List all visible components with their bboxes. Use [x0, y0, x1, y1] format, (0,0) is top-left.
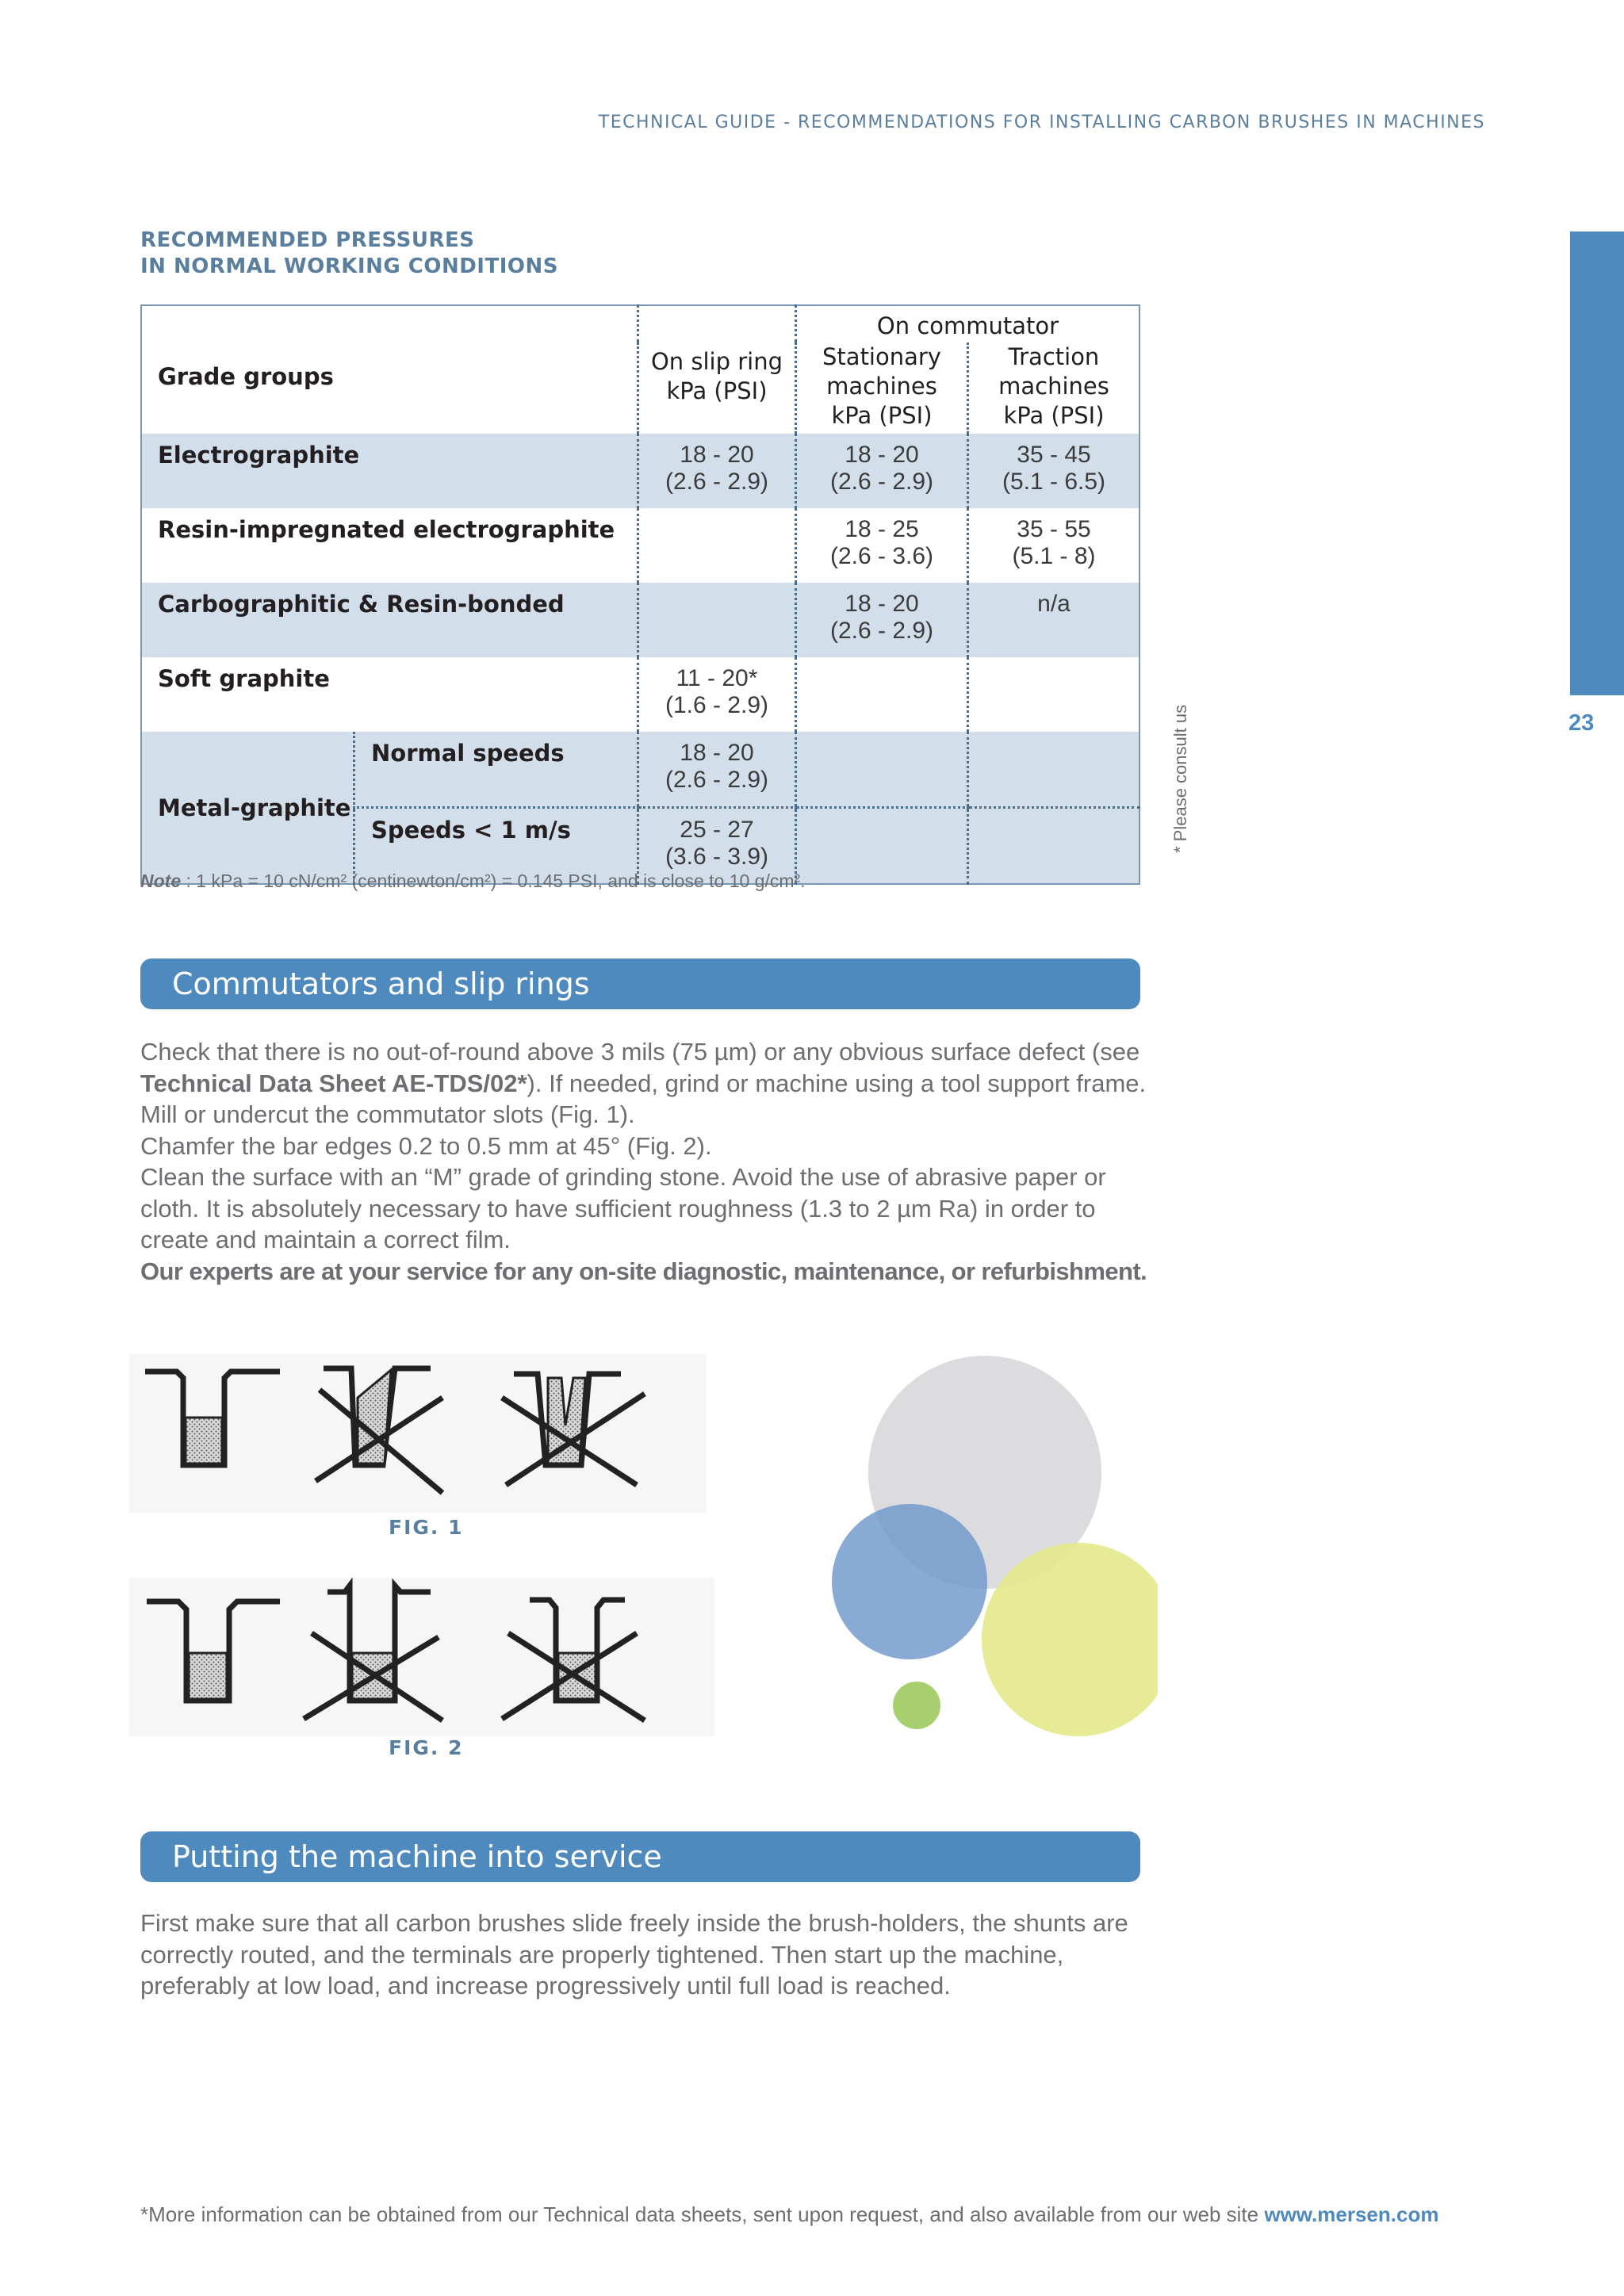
table-note [140, 871, 806, 892]
commutators-paragraph-1: Check that there is no out-of-round above 3 mils (75 µm) or any obvious surface defect (see Technical Data Sheet AE-TDS/02*). If needed, grind or machine using a tool support frame. [140, 1038, 1147, 1097]
section-heading-line2: IN NORMAL WORKING CONDITIONS [140, 254, 558, 278]
page-tab-bar [1570, 232, 1624, 695]
row-traction-value: 35 - 45 (5.1 - 6.5) [968, 434, 1140, 508]
header-stat-line3: kPa (PSI) [831, 402, 933, 429]
row-traction-value [968, 732, 1140, 808]
table-row [141, 583, 1139, 657]
table-row [141, 434, 1139, 508]
row-traction-value: 35 - 55 (5.1 - 8) [968, 508, 1140, 583]
commutators-line-mill: Mill or undercut the commutator slots (Fig. 1). [140, 1100, 635, 1128]
pressure-table [140, 304, 1140, 885]
header-stationary [796, 342, 968, 434]
note-text: : 1 kPa = 10 cN/cm² (centinewton/cm²) = 0.145 PSI, and is close to 10 g/cm². [181, 871, 806, 891]
service-banner: Putting the machine into service [140, 1831, 1140, 1882]
row-traction-value [968, 808, 1140, 885]
service-text: First make sure that all carbon brushes slide freely inside the brush-holders, the shunts are correctly routed, and the terminals are properly tightened. Then start up the machine, preferably at low load, and increase progressively until full load is reached. [140, 1909, 1128, 1999]
fig1-drawing [129, 1354, 707, 1513]
commutators-experts-line: Our experts are at your service for any on-site diagnostic, maintenance, or refurbishment. [140, 1257, 1147, 1285]
consult-note: * Please consult us [1170, 704, 1190, 853]
row-slip-value: 25 - 27 (3.6 - 3.9) [638, 808, 796, 885]
row-stationary-value [796, 657, 968, 732]
header-trac-line2: machines [998, 373, 1109, 400]
note-label: Note [140, 871, 182, 891]
header-trac-line1: Traction [1008, 343, 1100, 370]
row-grade: Resin-impregnated electrographite [158, 516, 615, 543]
row-grade: Carbographitic & Resin-bonded [141, 583, 638, 657]
fig1-illustration [129, 1354, 707, 1513]
bubble-blue [832, 1504, 987, 1659]
row-grade: Electrographite [141, 434, 638, 508]
row-slip-value [638, 508, 796, 583]
commutators-line-clean: Clean the surface with an “M” grade of grinding stone. Avoid the use of abrasive paper or cloth. It is absolutely necessary to have sufficient roughness (1.3 to 2 µm Ra) in order to create and maintain a correct film. [140, 1163, 1106, 1253]
fig2-caption: FIG. 2 [389, 1736, 464, 1759]
table-header-row-1 [141, 305, 1139, 342]
row-stationary-value: 18 - 25 (2.6 - 3.6) [796, 508, 968, 583]
table-row [141, 508, 1139, 583]
fig2-drawing [129, 1578, 714, 1736]
header-slip-line1: On slip ring [650, 348, 783, 375]
commutators-line-chamfer: Chamfer the bar edges 0.2 to 0.5 mm at 45° (Fig. 2). [140, 1131, 712, 1160]
row-slip-value: 18 - 20 (2.6 - 2.9) [638, 434, 796, 508]
row-slip-value: 18 - 20 (2.6 - 2.9) [638, 732, 796, 808]
row-stationary-value: 18 - 20 (2.6 - 2.9) [796, 583, 968, 657]
footer-text: *More information can be obtained from our Technical data sheets, sent upon request, and also available from our web site [140, 2202, 1265, 2226]
header-on-commutator: On commutator [796, 305, 1140, 342]
section-heading-line1: RECOMMENDED PRESSURES [140, 228, 475, 252]
tds-reference: Technical Data Sheet AE-TDS/02* [140, 1069, 527, 1097]
table-row [141, 657, 1139, 732]
header-grade-groups: Grade groups [158, 363, 334, 390]
website-link[interactable]: www.mersen.com [1264, 2202, 1439, 2226]
header-stat-line1: Stationary [822, 343, 941, 370]
footer-note [140, 2202, 1438, 2227]
row-slip-value: 11 - 20* (1.6 - 2.9) [638, 657, 796, 732]
row-subgrade-low-speeds: Speeds < 1 m/s [354, 808, 638, 885]
row-grade-metal-graphite: Metal-graphite [141, 732, 354, 884]
bubble-green [893, 1682, 940, 1729]
fig1-caption: FIG. 1 [389, 1516, 464, 1539]
row-traction-value: n/a [968, 583, 1140, 657]
fig2-illustration [129, 1578, 714, 1736]
row-slip-value [638, 583, 796, 657]
row-traction-value [968, 657, 1140, 732]
header-slip-line2: kPa (PSI) [666, 377, 768, 404]
header-stat-line2: machines [826, 373, 937, 400]
running-header: TECHNICAL GUIDE - RECOMMENDATIONS FOR INSTALLING CARBON BRUSHES IN MACHINES [598, 113, 1485, 132]
table-row [141, 732, 1139, 808]
header-traction [968, 342, 1140, 434]
row-grade: Soft graphite [158, 665, 330, 692]
row-stationary-value [796, 808, 968, 885]
header-slip-ring [638, 305, 796, 434]
row-subgrade-normal-speeds: Normal speeds [354, 732, 638, 808]
header-trac-line3: kPa (PSI) [1003, 402, 1105, 429]
row-stationary-value: 18 - 20 (2.6 - 2.9) [796, 434, 968, 508]
row-stationary-value [796, 732, 968, 808]
page-number: 23 [1568, 710, 1595, 736]
section-heading [140, 228, 558, 280]
commutators-text [140, 1036, 1147, 1287]
commutators-banner: Commutators and slip rings [140, 959, 1140, 1009]
decorative-bubbles [825, 1348, 1158, 1744]
